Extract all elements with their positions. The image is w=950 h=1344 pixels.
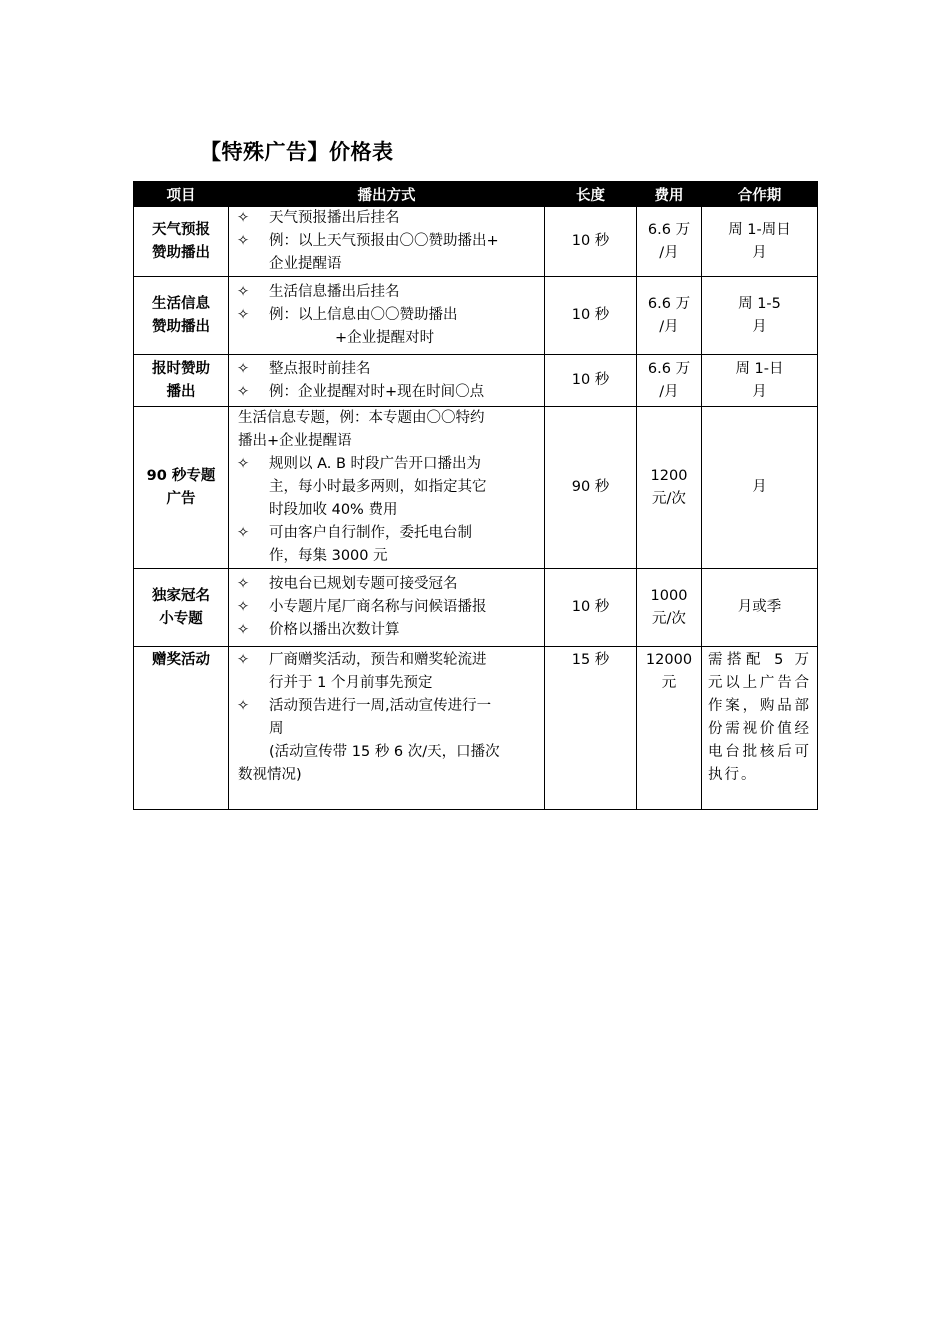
fee-line: 元 [661, 675, 677, 691]
table-row [134, 647, 818, 810]
fee-line: 6.6 万 [647, 221, 691, 238]
header-period: 合作期 [702, 182, 818, 207]
diamond-bullet-icon: ✧ [237, 210, 250, 226]
fee-line: 元/次 [652, 610, 686, 627]
diamond-bullet-icon [235, 741, 269, 764]
item-cell [134, 647, 229, 810]
method-text: 播出+企业提醒语 [238, 433, 352, 449]
item-label: 播出 [166, 383, 196, 400]
fee-line: /月 [659, 383, 679, 400]
method-line [235, 476, 538, 499]
diamond-bullet-icon [235, 327, 269, 350]
table-row [134, 569, 818, 647]
diamond-bullet-icon [235, 545, 269, 568]
diamond-bullet-icon: ✧ [237, 284, 250, 300]
fee-line: 12000 [645, 652, 693, 668]
method-line [235, 407, 538, 430]
method-text: 生活信息播出后挂名 [269, 284, 400, 300]
period-cell [702, 647, 818, 810]
period-line: 周 1-5 [738, 295, 781, 312]
broadcast-method-cell [229, 355, 545, 407]
fee-line: 6.6 万 [647, 360, 691, 377]
method-line [235, 545, 538, 568]
method-line [235, 649, 538, 672]
diamond-bullet-icon: ✧ [237, 525, 250, 541]
item-label: 天气预报 [152, 221, 210, 238]
fee-cell [637, 207, 702, 277]
method-text: 可由客户自行制作，委托电台制 [269, 525, 472, 541]
method-text: 例：以上天气预报由〇〇赞助播出+ [269, 233, 499, 249]
method-line [235, 358, 538, 381]
item-cell [134, 407, 229, 569]
method-line [235, 207, 538, 230]
period-line: 周 1-日 [735, 360, 784, 377]
method-text: 主，每小时最多两则，如指定其它 [269, 479, 487, 495]
length-cell: 10 秒 [545, 355, 637, 407]
method-text: (活动宣传带 15 秒 6 次/天，口播次 [269, 744, 500, 760]
period-cell [702, 407, 818, 569]
item-cell [134, 569, 229, 647]
method-text: 例：企业提醒对时+现在时间〇点 [269, 383, 485, 400]
method-line [235, 281, 538, 304]
table-row [134, 277, 818, 355]
method-text: 厂商赠奖活动，预告和赠奖轮流进 [269, 652, 487, 668]
method-text: 规则以 A. B 时段广告开口播出为 [269, 456, 482, 472]
method-line [235, 430, 538, 453]
method-text: 数视情况) [238, 767, 302, 783]
item-label: 赠奖活动 [152, 652, 210, 668]
period-cell [702, 277, 818, 355]
diamond-bullet-icon [235, 672, 269, 695]
period-cell [702, 355, 818, 407]
diamond-bullet-icon: ✧ [237, 360, 250, 377]
method-text: 例：以上信息由〇〇赞助播出 [269, 307, 458, 323]
method-text: 生活信息专题，例：本专题由〇〇特约 [238, 410, 485, 426]
method-line [235, 327, 538, 350]
length-cell: 90 秒 [545, 407, 637, 569]
price-table [133, 181, 818, 810]
fee-line: /月 [659, 318, 679, 335]
item-label: 小专题 [159, 610, 203, 627]
length-cell: 10 秒 [545, 569, 637, 647]
method-text: 小专题片尾厂商名称与问候语播报 [269, 599, 487, 615]
period-line: 需搭配 5 万元以上广告合作案，购品部份需视价值经电台批核后可执行。 [708, 652, 811, 783]
table-row [134, 407, 818, 569]
header-length: 长度 [545, 182, 637, 207]
method-text: 整点报时前挂名 [269, 360, 371, 377]
length-cell: 10 秒 [545, 207, 637, 277]
broadcast-method-cell [229, 277, 545, 355]
header-broadcast-method: 播出方式 [229, 182, 545, 207]
fee-cell [637, 277, 702, 355]
item-label: 独家冠名 [152, 587, 210, 604]
item-label: 赞助播出 [152, 244, 210, 261]
broadcast-method-cell [229, 569, 545, 647]
fee-cell [637, 569, 702, 647]
item-label: 广告 [166, 490, 196, 507]
diamond-bullet-icon [235, 718, 269, 741]
method-text: +企业提醒对时 [335, 330, 435, 346]
method-text: 按电台已规划专题可接受冠名 [269, 576, 458, 592]
method-line [235, 253, 538, 276]
page-title: 【特殊广告】价格表 [200, 140, 394, 164]
diamond-bullet-icon: ✧ [237, 652, 250, 668]
item-label: 90 秒专题 [146, 467, 216, 484]
item-cell [134, 277, 229, 355]
method-line [235, 672, 538, 695]
fee-line: 6.6 万 [647, 295, 691, 312]
length-cell: 10 秒 [545, 277, 637, 355]
method-text: 时段加收 40% 费用 [269, 502, 398, 518]
method-text: 企业提醒语 [269, 256, 342, 272]
item-label: 赞助播出 [152, 318, 210, 335]
fee-line: /月 [659, 244, 679, 261]
method-text: 价格以播出次数计算 [269, 622, 400, 638]
period-line: 月 [752, 479, 767, 495]
period-line: 月 [752, 244, 767, 261]
table-row [134, 355, 818, 407]
fee-line: 1200 [650, 467, 688, 484]
length-cell: 15 秒 [545, 647, 637, 810]
table-row [134, 207, 818, 277]
method-line [235, 453, 538, 476]
method-line [235, 695, 538, 718]
method-line [235, 741, 538, 764]
table-body [134, 207, 818, 810]
diamond-bullet-icon: ✧ [237, 383, 250, 400]
method-line [235, 499, 538, 522]
method-text: 天气预报播出后挂名 [269, 210, 400, 226]
fee-line: 1000 [650, 587, 688, 604]
method-line [235, 764, 538, 787]
diamond-bullet-icon: ✧ [237, 599, 250, 615]
period-line: 周 1-周日 [728, 221, 791, 238]
method-line [235, 522, 538, 545]
method-line [235, 619, 538, 642]
diamond-bullet-icon: ✧ [237, 576, 250, 592]
diamond-bullet-icon: ✧ [237, 456, 250, 472]
diamond-bullet-icon: ✧ [237, 307, 250, 323]
method-text: 行并于 1 个月前事先预定 [269, 675, 433, 691]
diamond-bullet-icon [235, 476, 269, 499]
method-line [235, 304, 538, 327]
method-line [235, 381, 538, 404]
method-text: 周 [269, 721, 284, 737]
fee-cell [637, 407, 702, 569]
period-line: 月 [752, 318, 767, 335]
method-line [235, 596, 538, 619]
header-item: 项目 [134, 182, 229, 207]
broadcast-method-cell [229, 647, 545, 810]
header-fee: 费用 [637, 182, 702, 207]
period-line: 月或季 [737, 599, 782, 615]
table-header-row [134, 182, 818, 207]
diamond-bullet-icon: ✧ [237, 698, 250, 714]
method-line [235, 718, 538, 741]
fee-line: 元/次 [652, 490, 686, 507]
broadcast-method-cell [229, 407, 545, 569]
diamond-bullet-icon [235, 499, 269, 522]
method-line [235, 573, 538, 596]
period-cell [702, 207, 818, 277]
item-cell [134, 207, 229, 277]
fee-cell [637, 647, 702, 810]
method-line [235, 230, 538, 253]
broadcast-method-cell [229, 207, 545, 277]
method-text: 活动预告进行一周,活动宣传进行一 [269, 698, 492, 714]
item-label: 生活信息 [152, 295, 210, 312]
diamond-bullet-icon: ✧ [237, 622, 250, 638]
period-cell [702, 569, 818, 647]
item-label: 报时赞助 [152, 360, 210, 377]
method-text: 作，每集 3000 元 [269, 548, 388, 564]
fee-cell [637, 355, 702, 407]
period-line: 月 [752, 383, 767, 400]
item-cell [134, 355, 229, 407]
diamond-bullet-icon: ✧ [237, 233, 250, 249]
diamond-bullet-icon [235, 253, 269, 276]
